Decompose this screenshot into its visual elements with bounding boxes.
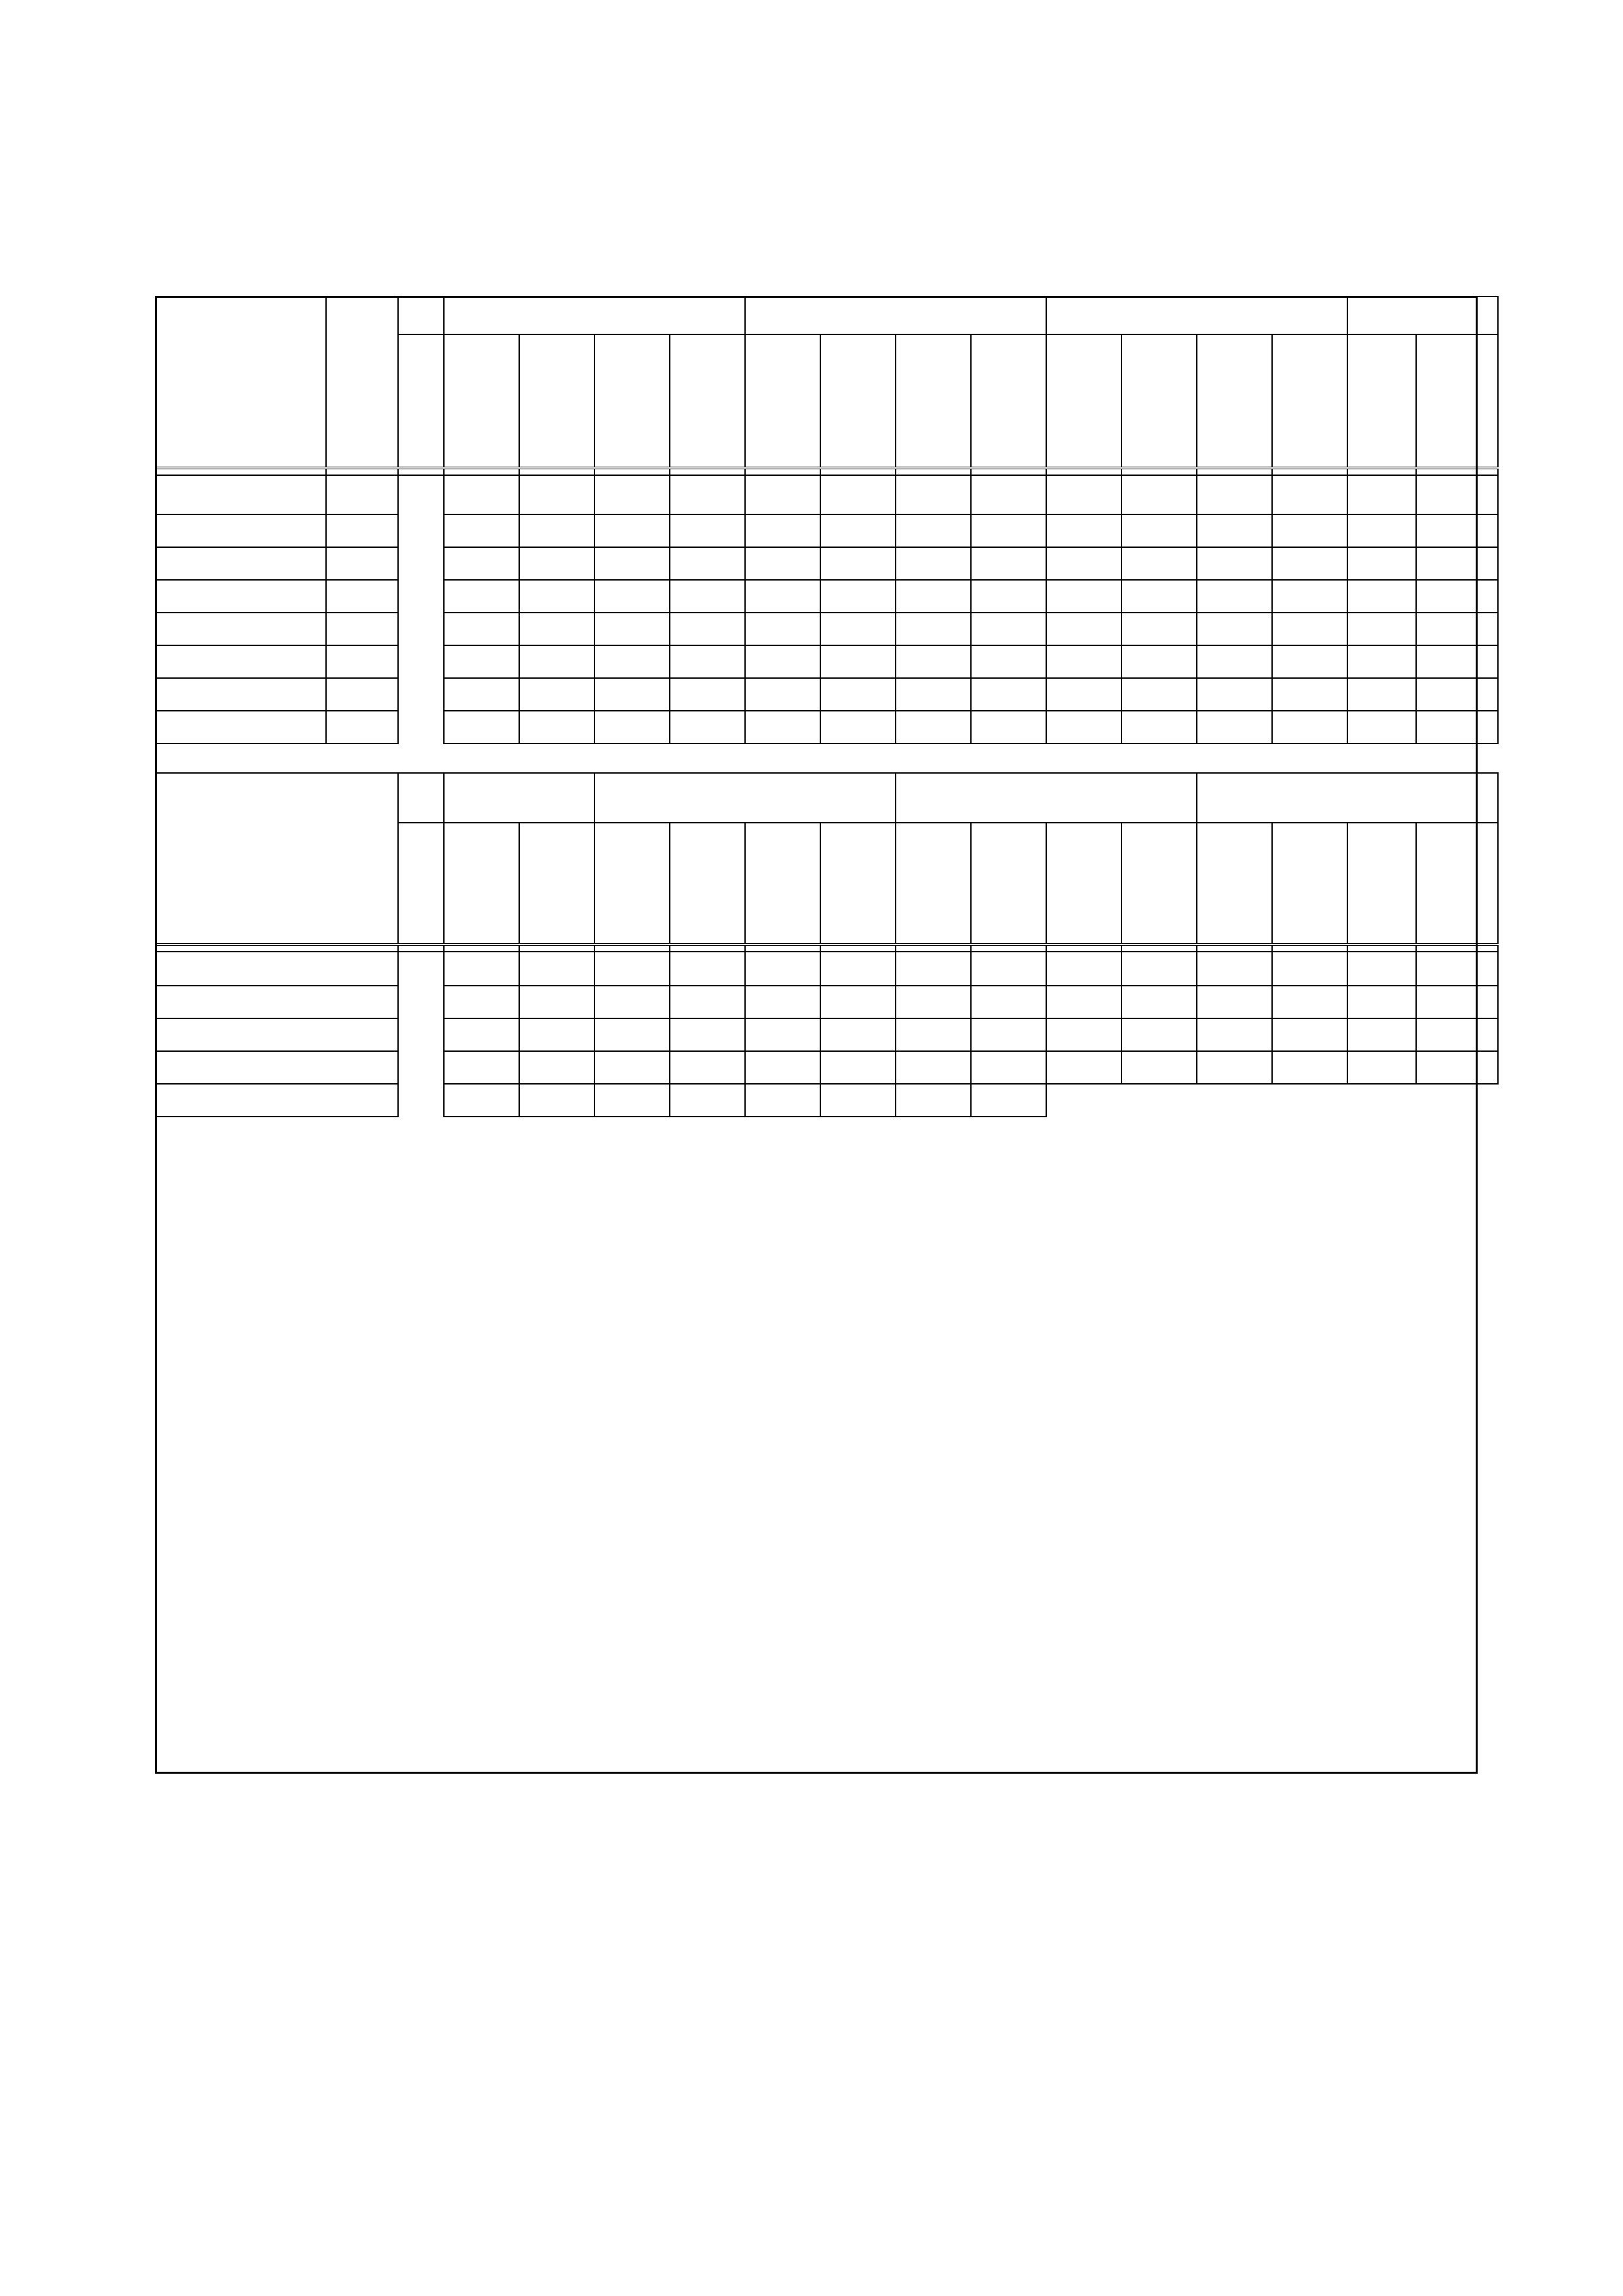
table-cell (971, 1084, 1046, 1117)
n-value (444, 823, 519, 944)
n-value (820, 823, 896, 944)
n1-value (326, 475, 398, 514)
table-cell (670, 711, 745, 744)
table-cell (594, 613, 670, 645)
table-cell (1272, 580, 1347, 613)
row-count (156, 645, 326, 678)
table-cell (820, 986, 896, 1018)
table-cell (896, 613, 971, 645)
table-cell (1347, 547, 1416, 580)
table-cell (896, 1018, 971, 1051)
table-cell (896, 475, 971, 514)
table-cell (745, 1084, 820, 1117)
table-cell (519, 475, 594, 514)
table-cell (519, 514, 594, 547)
table-cell (1197, 580, 1272, 613)
table-cell (1272, 1018, 1347, 1051)
n-value (971, 823, 1046, 944)
table-cell (820, 547, 896, 580)
table-cell (820, 711, 896, 744)
table-cell (1122, 514, 1197, 547)
table-cell (1416, 952, 1498, 986)
n-value (745, 823, 820, 944)
table-cell (444, 1084, 519, 1117)
table-cell (1046, 986, 1122, 1018)
row-count (156, 580, 326, 613)
table-cell (1272, 645, 1347, 678)
table-cell (1046, 613, 1122, 645)
table-cell (1197, 986, 1272, 1018)
table-cell (820, 475, 896, 514)
n-value (745, 334, 820, 468)
table-cell (444, 613, 519, 645)
table-cell (1122, 711, 1197, 744)
gamma-group (594, 773, 896, 823)
table-cell (670, 514, 745, 547)
table-cell (519, 1051, 594, 1084)
table-cell (1416, 1051, 1498, 1084)
table-cell (444, 711, 519, 744)
table-cell (745, 711, 820, 744)
table-cell (896, 711, 971, 744)
row-count-header (156, 296, 326, 468)
table-cell (1197, 514, 1272, 547)
table-cell (820, 1084, 896, 1117)
table-cell (1347, 1018, 1416, 1051)
table-cell (1416, 645, 1498, 678)
table-cell (1272, 547, 1347, 580)
table-cell (1046, 711, 1122, 744)
table-cell (594, 475, 670, 514)
table-cell (971, 645, 1046, 678)
table-cell (444, 952, 519, 986)
table-cell (519, 580, 594, 613)
table-cell (1122, 1051, 1197, 1084)
table-cell (1416, 547, 1498, 580)
row-count (156, 986, 398, 1018)
table-cell (444, 678, 519, 711)
table-cell (820, 613, 896, 645)
table-part-2 (155, 772, 1499, 1117)
table-cell (1416, 678, 1498, 711)
n1-value (326, 645, 398, 678)
row-count-header (156, 773, 398, 944)
table-cell (1347, 952, 1416, 986)
table-cell (1122, 613, 1197, 645)
table-cell (670, 645, 745, 678)
table-cell (670, 613, 745, 645)
n-value (594, 334, 670, 468)
table-cell (594, 645, 670, 678)
n-value (1347, 823, 1416, 944)
table-cell (444, 1018, 519, 1051)
row-count (156, 1051, 398, 1084)
table-cell (1197, 952, 1272, 986)
table-cell (971, 613, 1046, 645)
table-cell (670, 1018, 745, 1051)
table-cell (1046, 1051, 1122, 1084)
table-cell (594, 952, 670, 986)
table-cell (519, 1084, 594, 1117)
table-cell (444, 645, 519, 678)
gamma-group (1046, 296, 1347, 334)
gamma-group (1197, 773, 1498, 823)
table-cell (1197, 547, 1272, 580)
table-cell (1272, 711, 1347, 744)
table-cell (1197, 645, 1272, 678)
table-cell (1197, 1018, 1272, 1051)
table-cell (1046, 580, 1122, 613)
n-value (896, 334, 971, 468)
table-cell (820, 580, 896, 613)
table-cell (519, 678, 594, 711)
table-cell (519, 1018, 594, 1051)
row-count (156, 475, 326, 514)
table-cell (1046, 952, 1122, 986)
table-cell (1197, 613, 1272, 645)
table-cell (971, 514, 1046, 547)
table-cell (670, 678, 745, 711)
gamma-group (444, 773, 594, 823)
table-part-1 (155, 296, 1499, 744)
table-cell (1347, 613, 1416, 645)
table-cell (1122, 547, 1197, 580)
table-cell (1046, 645, 1122, 678)
table-cell (670, 547, 745, 580)
table-cell (745, 645, 820, 678)
n-value (1347, 334, 1416, 468)
n-value (519, 823, 594, 944)
table-cell (594, 711, 670, 744)
table-cell (745, 547, 820, 580)
n-value (820, 334, 896, 468)
gamma-label (398, 773, 444, 823)
table-cell (896, 580, 971, 613)
table-cell (820, 514, 896, 547)
table-cell (820, 678, 896, 711)
table-cell (670, 952, 745, 986)
table-cell (594, 1084, 670, 1117)
n-value (971, 334, 1046, 468)
n-value (1046, 823, 1122, 944)
n-value (1416, 334, 1498, 468)
table-cell (594, 1018, 670, 1051)
table-cell (670, 986, 745, 1018)
table-cell (519, 547, 594, 580)
n1-value (326, 514, 398, 547)
table-cell (670, 475, 745, 514)
table-cell (745, 986, 820, 1018)
n1-value (326, 711, 398, 744)
table-cell (971, 711, 1046, 744)
table-cell (745, 475, 820, 514)
table-cell (896, 1051, 971, 1084)
table-cell (1122, 678, 1197, 711)
n-value (519, 334, 594, 468)
table-cell (896, 986, 971, 1018)
table-cell (1347, 1051, 1416, 1084)
table-cell (444, 986, 519, 1018)
table-cell (971, 678, 1046, 711)
table-cell (1416, 475, 1498, 514)
table-cell (745, 678, 820, 711)
table-cell (1122, 475, 1197, 514)
table-cell (1416, 613, 1498, 645)
table-cell (594, 986, 670, 1018)
table-cell (971, 547, 1046, 580)
gamma-label (398, 296, 444, 334)
table-cell (745, 952, 820, 986)
table-cell (1122, 580, 1197, 613)
n1-value (326, 678, 398, 711)
table-cell (1046, 678, 1122, 711)
gamma-group (1347, 296, 1498, 334)
table-cell (1272, 986, 1347, 1018)
table-cell (1046, 475, 1122, 514)
table-cell (594, 514, 670, 547)
row-count (156, 711, 326, 744)
table-cell (820, 1051, 896, 1084)
table-cell (1272, 678, 1347, 711)
row-count (156, 547, 326, 580)
table-cell (1272, 514, 1347, 547)
table-cell (1122, 986, 1197, 1018)
n-value (1272, 334, 1347, 468)
n-value (1122, 334, 1197, 468)
table-cell (820, 1018, 896, 1051)
table-cell (1197, 678, 1272, 711)
gamma-group (745, 296, 1046, 334)
table-cell (1122, 1018, 1197, 1051)
table-cell (1416, 514, 1498, 547)
table-cell (1046, 547, 1122, 580)
table-cell (1197, 1051, 1272, 1084)
table-cell (971, 1051, 1046, 1084)
table-cell (670, 1084, 745, 1117)
table-cell (1122, 952, 1197, 986)
table-cell (444, 547, 519, 580)
table-cell (1272, 613, 1347, 645)
n-value (670, 823, 745, 944)
table-cell (745, 1018, 820, 1051)
row-count (156, 1084, 398, 1117)
table-cell (594, 678, 670, 711)
table-cell (820, 952, 896, 986)
table-cell (1122, 645, 1197, 678)
table-cell (1272, 952, 1347, 986)
table-cell (1046, 1018, 1122, 1051)
table-cell (594, 547, 670, 580)
n-value (670, 334, 745, 468)
row-count (156, 952, 398, 986)
n-value (1122, 823, 1197, 944)
n-label (398, 823, 444, 944)
table-cell (1416, 580, 1498, 613)
table-cell (971, 952, 1046, 986)
table-cell (1347, 580, 1416, 613)
gamma-group (896, 773, 1197, 823)
table-cell (896, 514, 971, 547)
table-cell (444, 514, 519, 547)
table-cell (1347, 711, 1416, 744)
table-cell (971, 986, 1046, 1018)
row-count (156, 678, 326, 711)
table-cell (670, 580, 745, 613)
table-cell (971, 475, 1046, 514)
table-cell (896, 952, 971, 986)
n-value (1197, 823, 1272, 944)
table-cell (670, 1051, 745, 1084)
table-cell (594, 1051, 670, 1084)
n1-header (326, 296, 398, 468)
table-cell (1347, 645, 1416, 678)
n-value (896, 823, 971, 944)
table-cell (896, 1084, 971, 1117)
table-cell (1416, 711, 1498, 744)
table-cell (971, 580, 1046, 613)
table-cell (1046, 514, 1122, 547)
table-cell (820, 645, 896, 678)
n-value (444, 334, 519, 468)
table-cell (1197, 475, 1272, 514)
table-cell (1416, 1018, 1498, 1051)
table-cell (519, 986, 594, 1018)
table-cell (519, 952, 594, 986)
table-cell (745, 514, 820, 547)
n-value (1197, 334, 1272, 468)
table-cell (1347, 986, 1416, 1018)
table-cell (1197, 711, 1272, 744)
n-value (1272, 823, 1347, 944)
table-cell (594, 580, 670, 613)
n1-value (326, 547, 398, 580)
table-cell (1347, 475, 1416, 514)
table-cell (444, 580, 519, 613)
table-cell (519, 645, 594, 678)
table-cell (1347, 514, 1416, 547)
n-value (594, 823, 670, 944)
row-count (156, 514, 326, 547)
table-cell (896, 547, 971, 580)
n1-value (326, 580, 398, 613)
table-cell (1272, 1051, 1347, 1084)
table-cell (896, 645, 971, 678)
table-cell (971, 1018, 1046, 1051)
n-value (1416, 823, 1498, 944)
table-cell (1347, 678, 1416, 711)
row-count (156, 613, 326, 645)
n-label (398, 334, 444, 468)
gamma-group (444, 296, 745, 334)
table-cell (519, 613, 594, 645)
n1-value (326, 613, 398, 645)
row-count (156, 1018, 398, 1051)
table-cell (519, 711, 594, 744)
table-cell (1272, 475, 1347, 514)
table-cell (896, 678, 971, 711)
table-cell (745, 580, 820, 613)
table-cell (745, 1051, 820, 1084)
n-value (1046, 334, 1122, 468)
table-cell (1416, 986, 1498, 1018)
table-cell (444, 1051, 519, 1084)
table-cell (745, 613, 820, 645)
table-cell (444, 475, 519, 514)
